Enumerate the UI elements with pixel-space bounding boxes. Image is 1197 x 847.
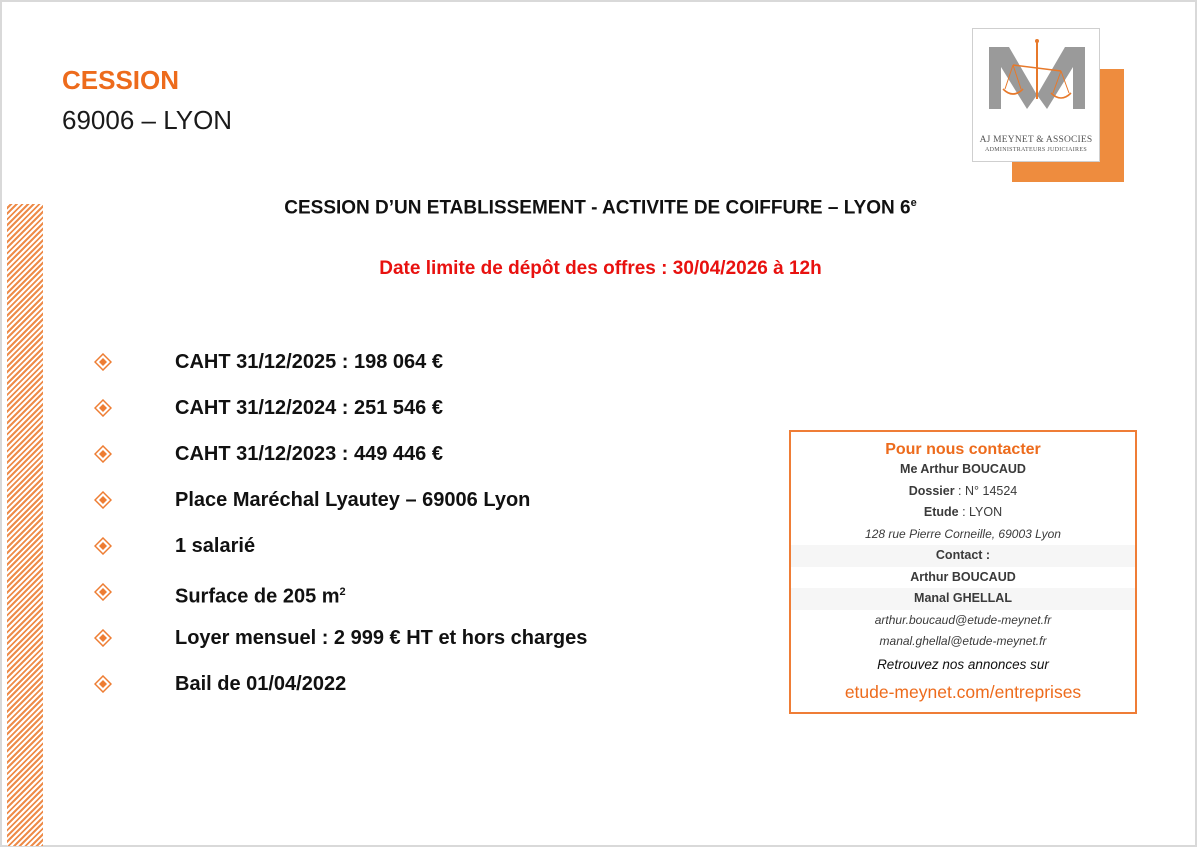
etude-value: : LYON xyxy=(958,505,1003,519)
diamond-bullet-icon xyxy=(94,629,112,647)
feature-text: CAHT 31/12/2023 : 449 446 € xyxy=(175,443,443,465)
dossier-label: Dossier xyxy=(908,483,955,498)
diamond-bullet-icon xyxy=(94,399,112,417)
logo-company-subtitle: ADMINISTRATEURS JUDICIAIRES xyxy=(985,147,1087,153)
logo-monogram-icon xyxy=(983,37,1091,133)
contact-cta: Retrouvez nos annonces sur xyxy=(877,656,1049,672)
contact-label: Contact : xyxy=(791,545,1135,567)
diamond-bullet-icon xyxy=(94,353,112,371)
feature-text: CAHT 31/12/2025 : 198 064 € xyxy=(175,351,443,373)
contact-email-1[interactable]: arthur.boucaud@etude-meynet.fr xyxy=(874,612,1052,627)
dossier-value: : N° 14524 xyxy=(954,483,1018,498)
contact-title: Pour nous contacter xyxy=(885,441,1041,458)
diamond-bullet-icon xyxy=(94,537,112,555)
contact-email-2[interactable]: manal.ghellal@etude-meynet.fr xyxy=(879,634,1047,648)
page-title: CESSION xyxy=(62,65,180,95)
contact-lawyer: Me Arthur BOUCAUD xyxy=(900,462,1026,476)
listing-heading-superscript: e xyxy=(910,197,917,209)
website-link[interactable]: etude-meynet.com/entreprises xyxy=(844,681,1082,702)
page-subtitle-city: 69006 – LYON xyxy=(62,105,233,135)
offer-deadline: Date limite de dépôt des offres : 30/04/2026 à 12h xyxy=(379,258,822,279)
feature-text: CAHT 31/12/2024 : 251 546 € xyxy=(175,397,443,419)
listing-heading xyxy=(2,197,1197,219)
feature-text: 1 salarié xyxy=(175,535,256,557)
company-logo xyxy=(972,28,1100,162)
feature-text-with-sup xyxy=(175,577,346,612)
feature-text: Surface de 205 m xyxy=(175,585,340,608)
diamond-bullet-icon xyxy=(94,675,112,693)
diamond-bullet-icon xyxy=(94,491,112,509)
feature-text: Bail de 01/04/2022 xyxy=(175,673,347,695)
diamond-bullet-icon xyxy=(94,445,112,463)
contact-name-2: Manal GHELLAL xyxy=(791,588,1135,610)
listing-heading-text: CESSION D’UN ETABLISSEMENT - ACTIVITE DE COIFFURE – LYON 6 xyxy=(284,197,911,219)
diamond-bullet-icon xyxy=(94,583,112,601)
feature-text: Loyer mensuel : 2 999 € HT et hors charges xyxy=(175,627,588,649)
feature-text: Place Maréchal Lyautey – 69006 Lyon xyxy=(175,489,531,511)
contact-address: 128 rue Pierre Corneille, 69003 Lyon xyxy=(865,526,1061,541)
contact-name-1: Arthur BOUCAUD xyxy=(910,569,1016,584)
feature-superscript: 2 xyxy=(339,586,346,598)
etude-label: Etude xyxy=(923,505,959,519)
contact-box xyxy=(789,430,1137,714)
decorative-hatch-band xyxy=(7,204,43,846)
logo-company-name: AJ MEYNET & ASSOCIES xyxy=(979,135,1093,145)
contact-dossier xyxy=(791,481,1135,503)
contact-etude xyxy=(791,502,1135,524)
